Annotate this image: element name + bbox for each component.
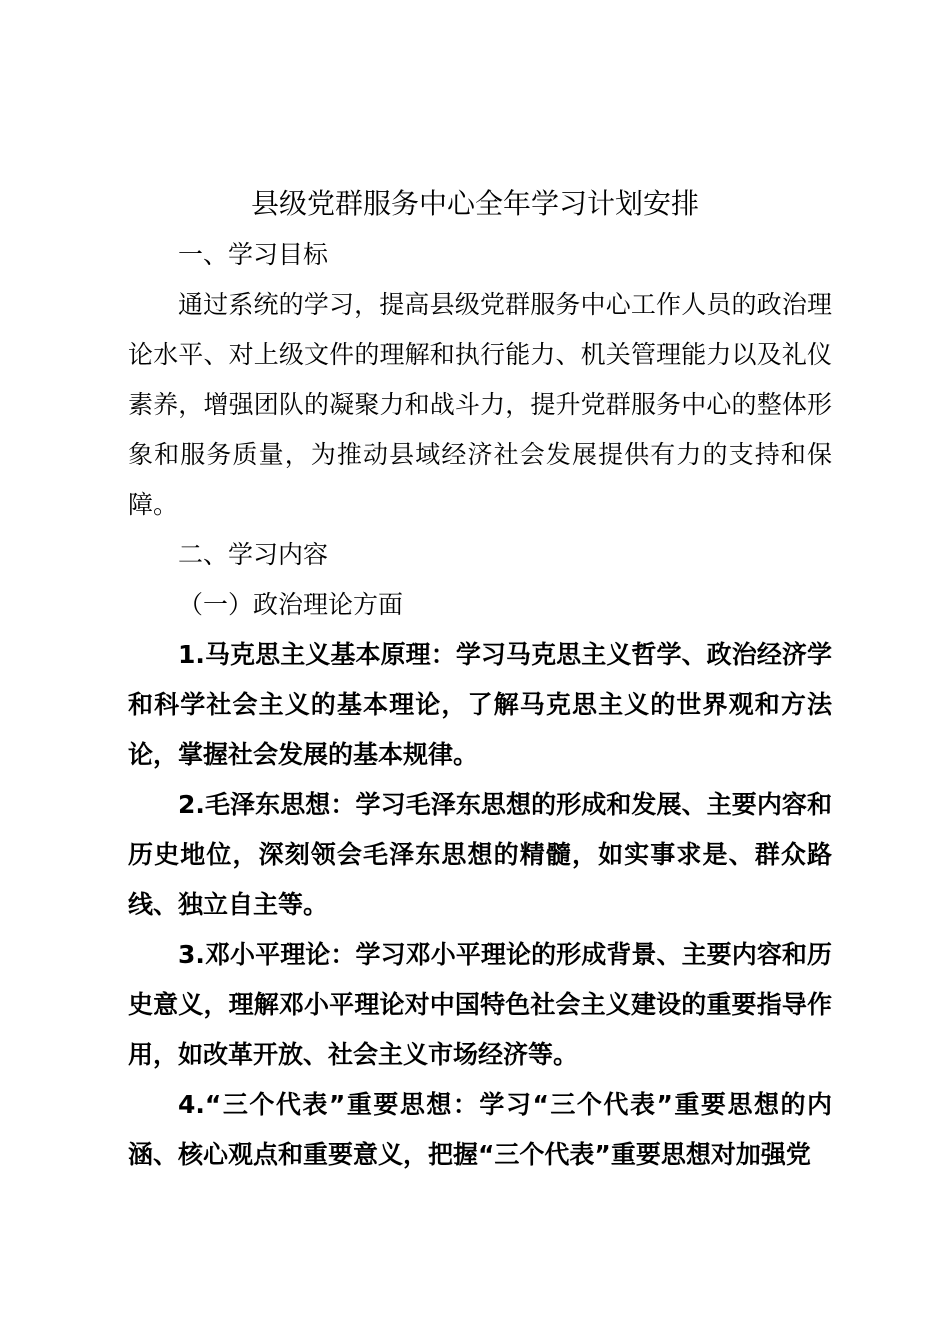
item-deng-xiaoping-theory: 3.邓小平理论：学习邓小平理论的形成背景、主要内容和历史意义，理解邓小平理论对中国特色社会主义建设的重要指导作用，如改革开放、社会主义市场经济等。 bbox=[128, 940, 832, 1069]
section-heading-goals: 一、学习目标 bbox=[178, 240, 329, 269]
section-heading-content: 二、学习内容 bbox=[178, 540, 329, 569]
document-body bbox=[128, 230, 832, 1180]
item-mao-zedong-thought: 2.毛泽东思想：学习毛泽东思想的形成和发展、主要内容和历史地位，深刻领会毛泽东思想的精髓，如实事求是、群众路线、独立自主等。 bbox=[128, 790, 832, 919]
item-three-represents: 4.“三个代表”重要思想：学习“三个代表”重要思想的内涵、核心观点和重要意义，把握“三个代表”重要思想对加强党 bbox=[128, 1090, 832, 1169]
document-title: 县级党群服务中心全年学习计划安排 bbox=[250, 187, 699, 220]
subsection-heading-political-theory: （一）政治理论方面 bbox=[178, 590, 404, 619]
paragraph-goals: 通过系统的学习，提高县级党群服务中心工作人员的政治理论水平、对上级文件的理解和执行能力、机关管理能力以及礼仪素养，增强团队的凝聚力和战斗力，提升党群服务中心的整体形象和服务质量，为推动县域经济社会发展提供有力的支持和保障。 bbox=[128, 290, 832, 519]
item-marxism: 1.马克思主义基本原理：学习马克思主义哲学、政治经济学和科学社会主义的基本理论，了解马克思主义的世界观和方法论，掌握社会发展的基本规律。 bbox=[128, 640, 832, 769]
